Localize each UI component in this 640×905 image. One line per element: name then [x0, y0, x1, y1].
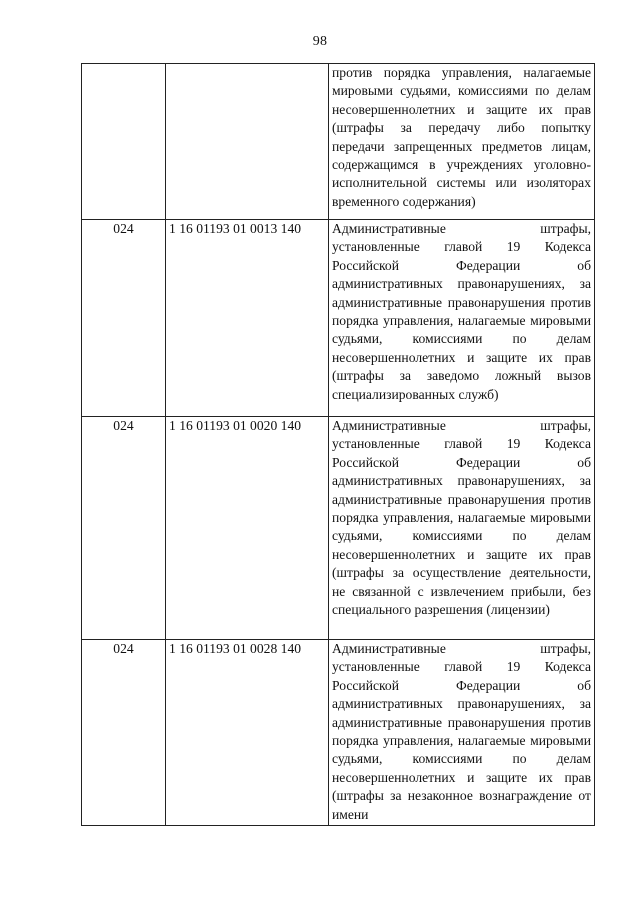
admin-code-cell	[82, 64, 166, 220]
table-row	[82, 220, 595, 417]
admin-code-cell: 024	[82, 417, 166, 640]
description-cell: Административные штрафы, установленные главой 19 Кодекса Российской Федерации об административных правонарушениях, за административные правонарушения против порядка управления, налагаемые мировыми судьями, комиссиями по делам несовершеннолетних и защите их прав (штрафы за незаконное вознаграждение от имени	[329, 640, 595, 826]
description-cell: против порядка управления, налагаемые мировыми судьями, комиссиями по делам несовершеннолетних и защите их прав (штрафы за передачу либо попытку передачи запрещенных предметов лицам, содержащимся в учреждениях уголовно-исполнительной системы или изоляторах временного содержания)	[329, 64, 595, 220]
kbk-code-cell: 1 16 01193 01 0028 140	[166, 640, 329, 826]
budget-codes-table	[81, 63, 595, 826]
description-cell: Административные штрафы, установленные главой 19 Кодекса Российской Федерации об административных правонарушениях, за административные правонарушения против порядка управления, налагаемые мировыми судьями, комиссиями по делам несовершеннолетних и защите их прав (штрафы за заведомо ложный вызов специализированных служб)	[329, 220, 595, 417]
kbk-code-cell	[166, 64, 329, 220]
admin-code-cell: 024	[82, 220, 166, 417]
kbk-code-cell: 1 16 01193 01 0013 140	[166, 220, 329, 417]
table-row	[82, 417, 595, 640]
admin-code-cell: 024	[82, 640, 166, 826]
table-row	[82, 640, 595, 826]
description-cell: Административные штрафы, установленные главой 19 Кодекса Российской Федерации об административных правонарушениях, за административные правонарушения против порядка управления, налагаемые мировыми судьями, комиссиями по делам несовершеннолетних и защите их прав (штрафы за осуществление деятельности, не связанной с извлечением прибыли, без специального разрешения (лицензии)	[329, 417, 595, 640]
table-row	[82, 64, 595, 220]
page-number: 98	[312, 34, 328, 49]
kbk-code-cell: 1 16 01193 01 0020 140	[166, 417, 329, 640]
